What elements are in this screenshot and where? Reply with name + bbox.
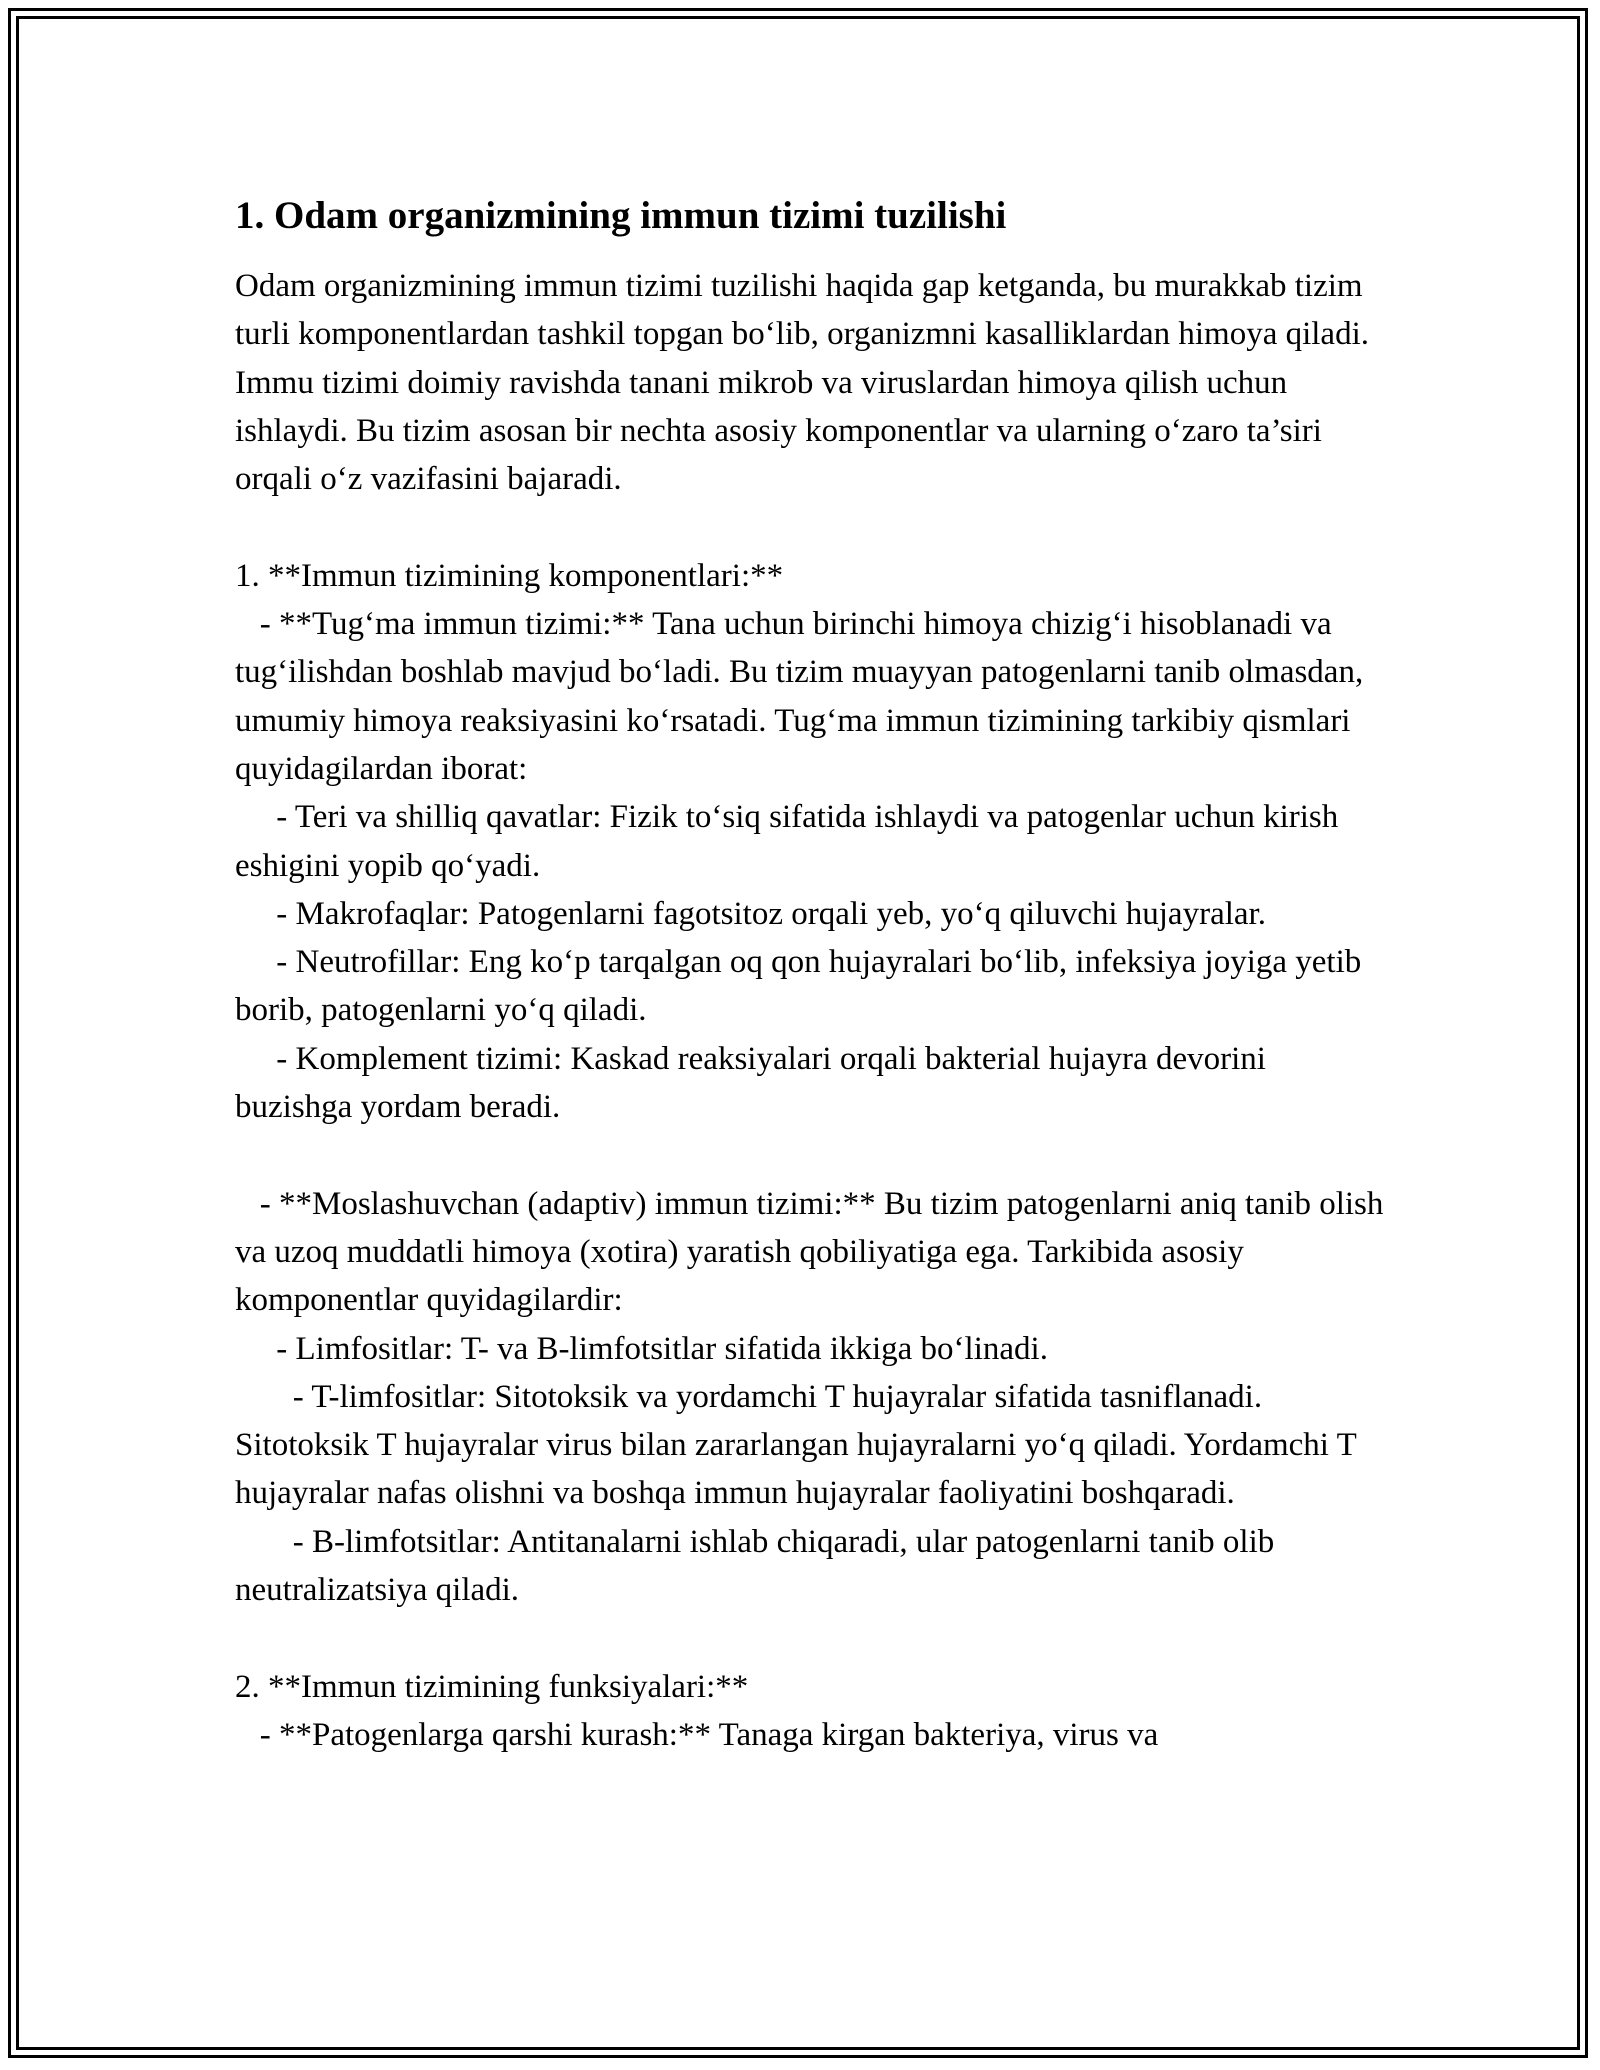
adaptive-immunity-paragraph: - **Moslashuvchan (adaptiv) immun tizimi:** Bu tizim patogenlarni aniq tanib olish va uzoq muddatli himoya (xotira) yaratish qobiliyatiga ega. Tarkibida asosiy komponentlar quyidagilardir: [235,1185,1392,1319]
intro-paragraph: Odam organizmining immun tizimi tuzilishi haqida gap ketganda, bu murakkab tizim turli komponentlardan tashkil topgan bo‘lib, organizmni kasalliklardan himoya qiladi. Immu tizimi doimiy ravishda tanani mikrob va viruslardan himoya qilish uchun ishlaydi. Bu tizim asosan bir nechta asosiy komponentlar va ularning o‘zaro ta’siri orqali o‘z vazifasini bajaradi. [235,268,1378,498]
paragraph-gap [235,503,1385,551]
section-heading: 1. Odam organizmining immun tizimi tuzilishi [235,194,1007,237]
innate-immunity-paragraph: - **Tug‘ma immun tizimi:** Tana uchun birinchi himoya chizig‘i hisoblanadi va tug‘ilishdan boshlab mavjud bo‘ladi. Bu tizim muayyan patogenlarni tanib olmasdan, umumiy himoya reaksiyasini ko‘rsatadi. Tug‘ma immun tizimining tarkibiy qismlari quyidagilardan iborat: [235,606,1372,787]
adaptive-item-b-cells: - B-limfotsitlar: Antitanalarni ishlab chiqaradi, ular patogenlarni tanib olib neutralizatsiya qiladi. [235,1523,1283,1609]
components-title: 1. **Immun tizimining komponentlari:** [235,557,784,594]
adaptive-item-t-cells: - T-limfositlar: Sitotoksik va yordamchi T hujayralar sifatida tasniflanadi. Sitotoksik T hujayralar virus bilan zararlangan hujayralarni yo‘q qiladi. Yordamchi T hujayralar nafas olishni va boshqa immun hujayralar faoliyatini boshqaradi. [235,1378,1365,1512]
innate-item-neutrophils: - Neutrofillar: Eng ko‘p tarqalgan oq qon hujayralari bo‘lib, infeksiya joyiga yetib borib, patogenlarni yo‘q qiladi. [235,944,1370,1029]
paragraph-gap [235,1614,1385,1662]
document-body [235,188,1392,1759]
functions-item-pathogens: - **Patogenlarga qarshi kurash:** Tanaga kirgan bakteriya, virus va [235,1716,1159,1753]
paragraph-gap [235,1131,1385,1179]
adaptive-item-lymphocytes: - Limfositlar: T- va B-limfotsitlar sifatida ikkiga bo‘linadi. [235,1330,1048,1367]
functions-title: 2. **Immun tizimining funksiyalari:** [235,1668,749,1705]
innate-item-complement: - Komplement tizimi: Kaskad reaksiyalari orqali bakterial hujayra devorini buzishga yordam beradi. [235,1040,1275,1126]
innate-item-skin: - Teri va shilliq qavatlar: Fizik to‘siq sifatida ishlaydi va patogenlar uchun kirish eshigini yopib qo‘yadi. [235,799,1347,884]
innate-item-macrophages: - Makrofaqlar: Patogenlarni fagotsitoz orqali yeb, yo‘q qiluvchi hujayralar. [235,895,1266,932]
